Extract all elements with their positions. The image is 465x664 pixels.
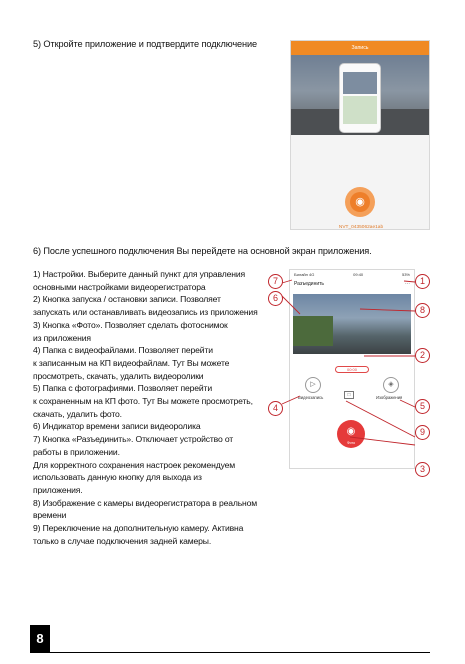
app-connect-screenshot <box>290 40 430 230</box>
callout-9: 9 <box>415 425 430 440</box>
photo-folder-label: Изображения <box>376 395 403 400</box>
list-line: 3) Кнопка «Фото». Позволяет сделать фотоснимок <box>33 319 228 330</box>
phone-screen-map <box>343 96 377 124</box>
live-camera-view <box>293 294 411 354</box>
list-line: из приложения <box>33 332 91 343</box>
callout-4: 4 <box>268 401 283 416</box>
app-header: Запись <box>291 41 429 55</box>
list-line: 1) Настройки. Выберите данный пункт для управления <box>33 269 246 279</box>
callout-8: 8 <box>415 303 430 318</box>
list-line: 8) Изображение с камеры видеорегистратора в реальном <box>33 497 258 508</box>
callout-1: 1 <box>415 274 430 289</box>
list-line: Для корректного сохранения настроек рекомендуем <box>33 459 236 470</box>
list-line: приложения. <box>33 484 83 495</box>
list-line: основными настройками видеорегистратора <box>33 281 206 292</box>
list-line: просмотреть, скачать, удалить видеоролики <box>33 370 204 381</box>
list-line: использовать данную кнопку для выхода из <box>33 472 202 483</box>
battery-label: 53% <box>401 272 410 277</box>
banner-image <box>291 55 430 135</box>
list-line: к записанным на КП видеофайлам. Тут Вы можете <box>33 357 230 368</box>
app-main-screenshot <box>289 269 415 469</box>
list-line: 9) Переключение на дополнительную камеру. Активна <box>33 523 244 534</box>
status-bar <box>290 270 414 279</box>
callout-5: 5 <box>415 399 430 414</box>
list-line: 2) Кнопка запуска / остановки записи. Позволяет <box>33 294 221 305</box>
callout-2: 2 <box>415 348 430 363</box>
step5-title: 5) Откройте приложение и подтвердите подключение <box>33 39 258 49</box>
step6-title: 6) После успешного подключения Вы перейдете на основной экран приложения. <box>33 246 372 256</box>
list-line: скачать, удалить фото. <box>33 408 122 419</box>
list-line: времени <box>33 510 67 521</box>
record-timer: 00:00 <box>335 366 369 373</box>
phone-screen-video <box>343 72 377 94</box>
list-line: к сохраненным на КП фото. Тут Вы можете просмотреть, <box>33 396 253 407</box>
video-folder-button[interactable]: ▷ <box>305 377 321 393</box>
take-photo-label: Фото <box>346 441 356 445</box>
wifi-ssid: NVT_0435062ae1ab <box>338 225 384 230</box>
list-line: запускать или останавливать видеозапись из приложения <box>33 307 258 318</box>
clock-label: 09:40 <box>353 272 364 277</box>
disconnect-button[interactable]: Разъединить <box>294 281 325 287</box>
camera-switch-icon[interactable]: □ <box>344 391 354 399</box>
list-line: работы в приложении. <box>33 446 120 457</box>
camera-connect-button[interactable] <box>345 187 375 217</box>
page-number: 8 <box>30 625 50 653</box>
top-bar <box>290 279 414 289</box>
phone-mockup <box>339 63 381 133</box>
feature-list <box>33 268 278 547</box>
camera-icon: ◉ <box>350 192 370 212</box>
list-line: 6) Индикатор времени записи видеоролика <box>33 421 201 432</box>
list-line: 7) Кнопка «Разъединить». Отключает устройство от <box>33 434 234 445</box>
list-line: только в случае подключения задней камеры. <box>33 535 212 546</box>
camera-icon: ◉ <box>346 426 356 437</box>
tree-image <box>293 316 333 346</box>
callout-3: 3 <box>415 462 430 477</box>
list-line: 4) Папка с видеофайлами. Позволяет перейти <box>33 345 213 356</box>
photo-folder-button[interactable]: ◈ <box>383 377 399 393</box>
list-line: 5) Папка с фотографиями. Позволяет перейти <box>33 383 212 394</box>
video-folder-label: Видеозапись <box>298 395 324 400</box>
carrier-label: Билайн 4G <box>294 272 315 277</box>
take-photo-button[interactable] <box>337 420 365 448</box>
callout-6: 6 <box>268 291 283 306</box>
settings-icon[interactable]: ⋯ <box>405 281 410 287</box>
footer-rule <box>30 652 430 653</box>
callout-7: 7 <box>268 274 283 289</box>
